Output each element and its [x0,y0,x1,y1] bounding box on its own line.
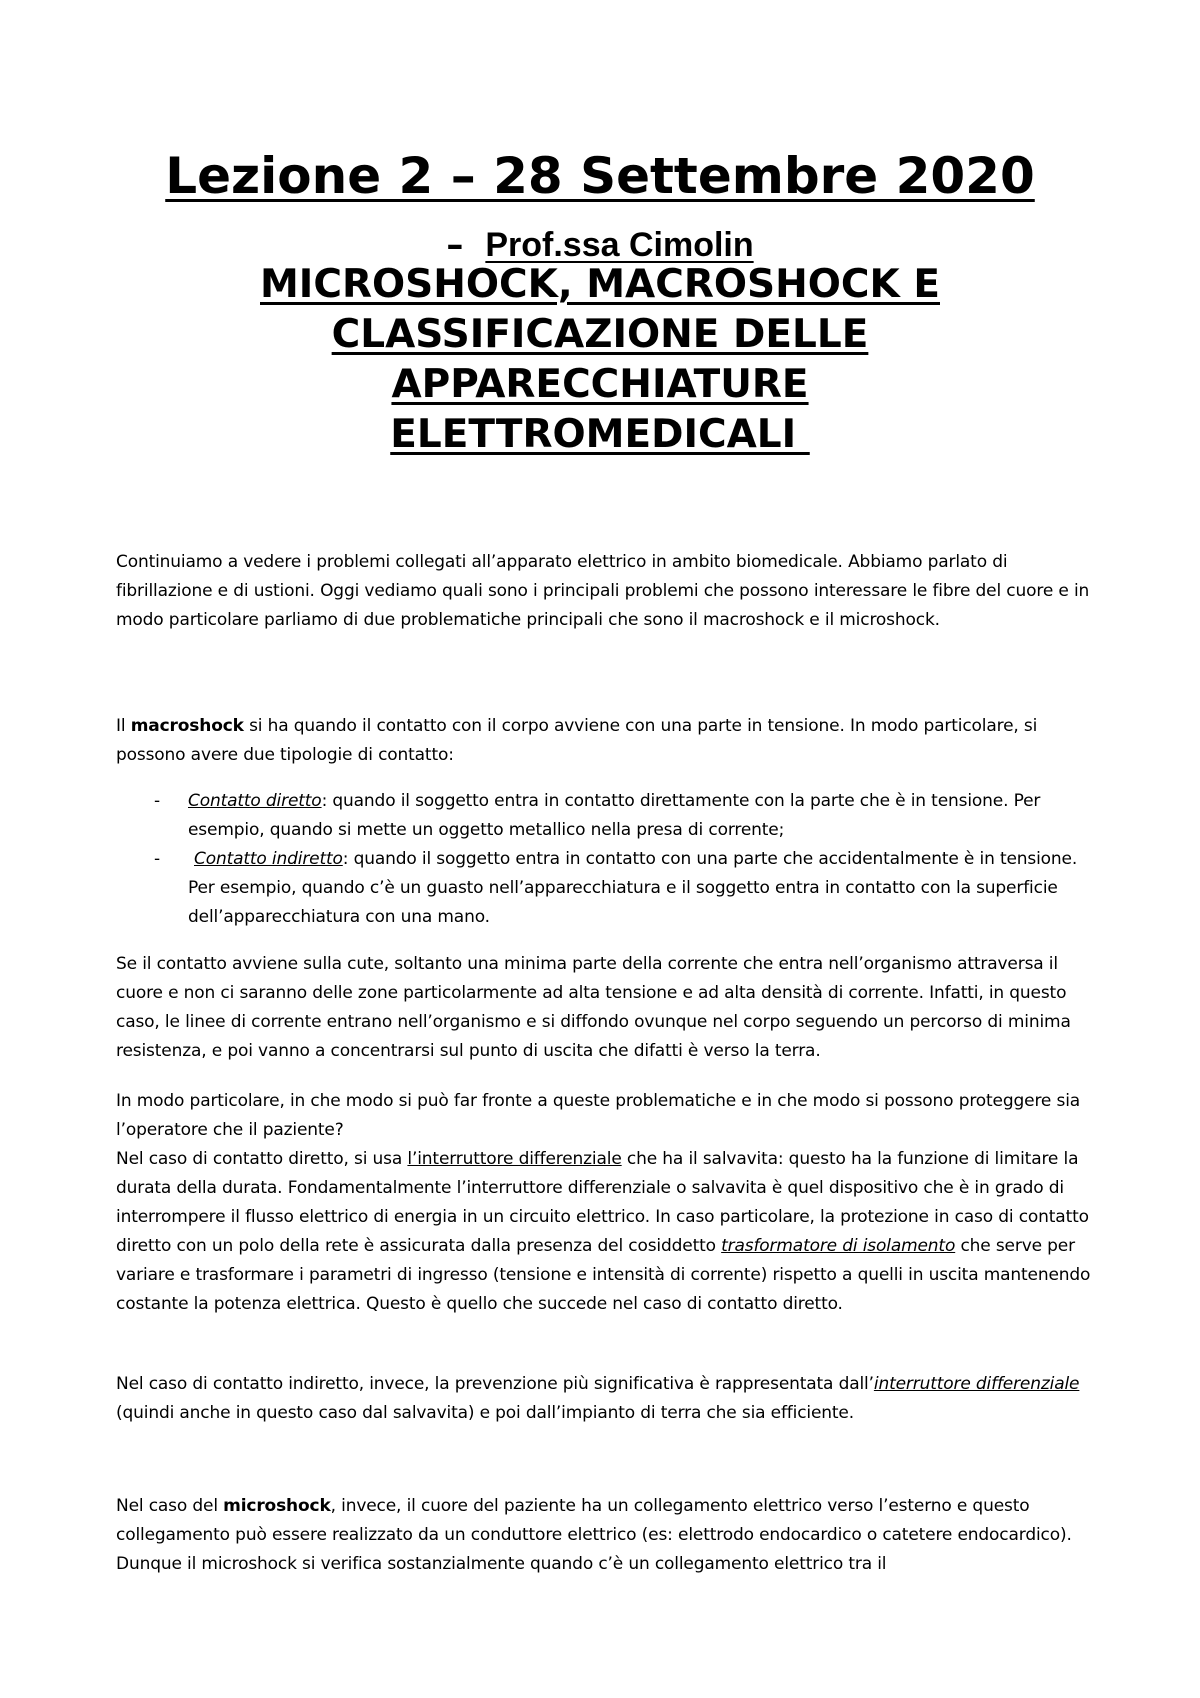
paragraph-intro [116,548,1091,635]
professor-name: Prof.ssa Cimolin [485,226,754,264]
micro-text-a: Nel caso del [116,1496,224,1516]
subtitle-line-2: CLASSIFICAZIONE DELLE [331,312,869,357]
prot-term-differential: l’interruttore differenziale [407,1149,622,1169]
bullet-marker: - [154,791,160,811]
macro-text-a: Il [116,716,131,736]
micro-text-c: , invece, il cuore del paziente ha un collegamento elettrico verso l’esterno e questo collegamento può essere realizzato da un conduttore elettrico (es: elettrodo endocardico o catetere endocardico). Dunque il microshock si verifica sostanzialmente quando c’è un collegamento elettrico tra il [116,1496,1072,1574]
macro-term: macroshock [130,716,244,736]
subtitle-line-1: MICROSHOCK, MACROSHOCK E [260,262,940,307]
subtitle-line-4: ELETTROMEDICALI [390,412,810,457]
paragraph-protection-question: In modo particolare, in che modo si può far fronte a queste problematiche e in che modo si possono proteggere sia l’operatore che il paziente? [116,1091,1081,1140]
title-dash: – [446,225,464,265]
ind-text-c: (quindi anche in questo caso dal salvavita) e poi dall’impianto di terra che sia efficiente. [116,1403,854,1423]
paragraph-skin-text: Se il contatto avviene sulla cute, soltanto una minima parte della corrente che entra nell’organismo attraversa il cuore e non ci saranno delle zone particolarmente ad alta tensione e ad alta densità di corrente. Infatti, in questo caso, le linee di corrente entrano nell’organismo e si diffondo ovunque nel corpo seguendo un percorso di minima resistenza, e poi vanno a concentrarsi sul punto di uscita che difatti è verso la terra. [116,954,1071,1061]
prot-text-e: che serve per variare e trasformare i parametri di ingresso (tensione e intensità di corrente) rispetto a quelli in uscita mantenendo costante la potenza elettrica. Questo è quello che succede nel caso di contatto diretto. [116,1236,1091,1314]
ind-term-differential: interruttore differenziale [873,1374,1080,1394]
bullet-marker: - [154,849,160,869]
prot-term-transformer: trasformatore di isolamento [721,1236,956,1256]
bullet1-text: : quando il soggetto entra in contatto direttamente con la parte che è in tensione. Per esempio, quando si mette un oggetto metallico nella presa di corrente; [188,791,1041,840]
prot-text-a: Nel caso di contatto diretto, si usa [116,1149,408,1169]
bullet2-text: : quando il soggetto entra in contatto con una parte che accidentalmente è in tensione. Per esempio, quando c’è un guasto nell’apparecchiatura e il soggetto entra in contatto con la superficie dell’apparecchiatura con una mano. [188,849,1078,927]
paragraph-indirect [116,1370,1091,1428]
bullet2-term: Contatto indiretto [194,849,343,869]
subtitle-line-3: APPARECCHIATURE [391,362,809,407]
lecture-title: Lezione 2 – 28 Settembre 2020 [165,147,1035,205]
paragraph-protection [116,1087,1091,1319]
ind-text-a: Nel caso di contatto indiretto, invece, la prevenzione più significativa è rappresentata dall’ [116,1374,874,1394]
micro-term: microshock [223,1496,331,1516]
list-item [116,787,1096,845]
list-item [116,845,1096,932]
paragraph-macroshock [116,712,1091,770]
prot-text-c: che ha il salvavita: questo ha la funzione di limitare la durata della durata. Fondamentalmente l’interruttore differenziale o salvavita è quel dispositivo che è in grado di interrompere il flusso elettrico di energia in un circuito elettrico. In caso particolare, la protezione in caso di contatto diretto con un polo della rete è assicurata dalla presenza del cosiddetto [116,1149,1089,1256]
macro-text-c: si ha quando il contatto con il corpo avviene con una parte in tensione. In modo particolare, si possono avere due tipologie di contatto: [116,716,1038,765]
bullet1-term: Contatto diretto [188,791,322,811]
paragraph-intro-text: Continuiamo a vedere i problemi collegati all’apparato elettrico in ambito biomedicale. Abbiamo parlato di fibrillazione e di ustioni. Oggi vediamo quali sono i principali problemi che possono interessare le fibre del cuore e in modo particolare parliamo di due problematiche principali che sono il macroshock e il microshock. [116,552,1090,630]
paragraph-microshock [116,1492,1091,1579]
paragraph-skin-contact [116,950,1091,1066]
